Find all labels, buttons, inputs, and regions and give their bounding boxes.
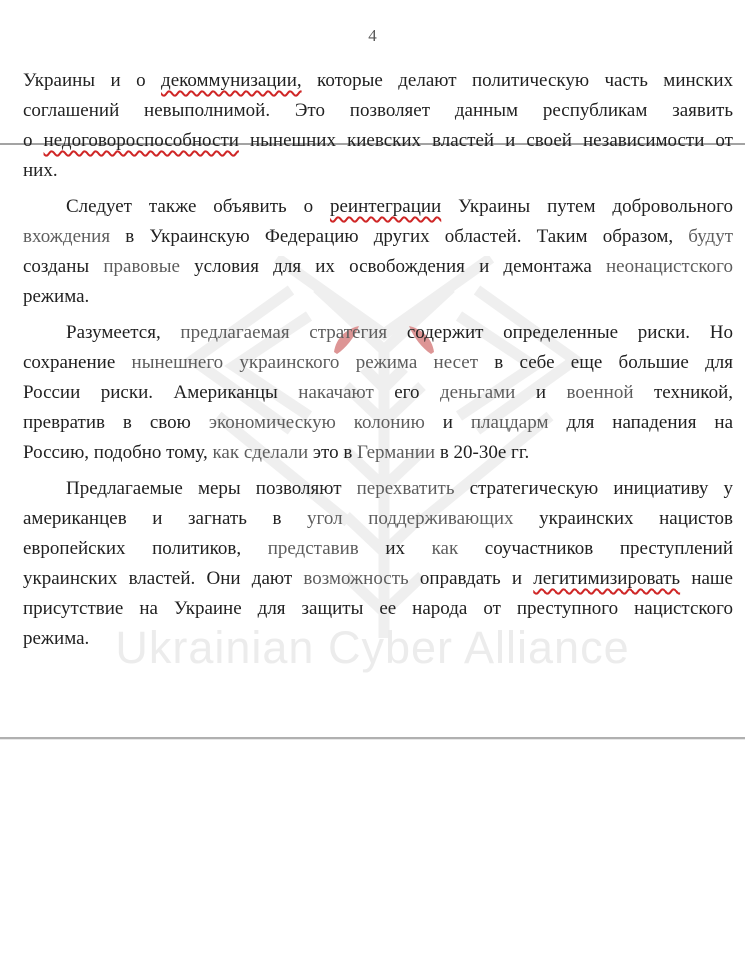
text-line: режима. bbox=[23, 628, 90, 649]
text-line: европейских политиков, представив их как соучастников преступлений bbox=[23, 538, 734, 559]
faded-word: нынешнего украинского режима bbox=[131, 352, 418, 373]
text-line: американцев и загнать в угол поддерживающих украинских нацистов bbox=[23, 508, 733, 529]
faded-word: неонацистского bbox=[605, 256, 733, 277]
text-line: них. bbox=[23, 160, 58, 181]
faded-word: поддерживающих bbox=[368, 508, 514, 529]
faded-word: плацдарм bbox=[470, 412, 549, 433]
faded-word: правовые bbox=[103, 256, 180, 277]
text-line: присутствие на Украине для защиты ее народа от преступного нацистского bbox=[23, 598, 733, 619]
paragraph bbox=[23, 318, 733, 468]
text-line: созданы правовые условия для их освобождения и демонтажа неонацистского bbox=[23, 256, 733, 277]
spellcheck-word: легитимизировать bbox=[533, 568, 681, 589]
faded-word: Германии bbox=[357, 442, 436, 463]
faded-word: деньгами bbox=[439, 382, 516, 403]
text-line: Предлагаемые меры позволяют перехватить стратегическую инициативу у bbox=[66, 478, 734, 499]
faded-word: предлагаемая стратегия bbox=[180, 322, 388, 343]
text-line: украинских властей. Они дают возможность оправдать и легитимизировать наше bbox=[23, 568, 733, 589]
faded-word: как bbox=[431, 538, 459, 559]
paragraph bbox=[23, 66, 733, 186]
faded-word: несет bbox=[433, 352, 479, 373]
faded-word: угол bbox=[307, 508, 343, 529]
faded-word: накачают bbox=[298, 382, 374, 403]
spellcheck-word: декоммунизации, bbox=[161, 70, 302, 91]
text-line: сохранение нынешнего украинского режима несет в себе еще большие для bbox=[23, 352, 734, 373]
watermark-text: Ukrainian Cyber Alliance bbox=[115, 622, 630, 673]
text-line: превратив в свою экономическую колонию и плацдарм для нападения на bbox=[23, 412, 734, 433]
faded-word: представив bbox=[267, 538, 359, 559]
faded-word: будут bbox=[688, 226, 733, 247]
text-line: режима. bbox=[23, 286, 90, 307]
faded-word: сделали bbox=[243, 442, 309, 463]
text-line: о недоговороспособности нынешних киевских властей и своей независимости от bbox=[23, 130, 733, 151]
faded-word: экономическую колонию bbox=[208, 412, 425, 433]
faded-word: перехватить bbox=[356, 478, 455, 499]
bottom-divider-line bbox=[0, 737, 745, 739]
text-line: Украины и о декоммунизации, которые делают политическую часть минских bbox=[23, 70, 734, 91]
faded-word: военной bbox=[566, 382, 634, 403]
faded-word: вхождения bbox=[23, 226, 111, 247]
text-line: России риски. Американцы накачают его деньгами и военной техникой, bbox=[23, 382, 733, 403]
spellcheck-word: недоговороспособности bbox=[43, 130, 239, 151]
text-line: Россию, подобно тому, как сделали это в Германии в 20-30е гг. bbox=[23, 442, 530, 463]
paragraph bbox=[23, 192, 733, 312]
document-body bbox=[23, 66, 733, 660]
text-line: Следует также объявить о реинтеграции Украины путем добровольного bbox=[66, 196, 733, 217]
faded-word: возможность bbox=[303, 568, 409, 589]
text-line: вхождения в Украинскую Федерацию других областей. Таким образом, будут bbox=[23, 226, 733, 247]
page-number: 4 bbox=[368, 26, 377, 45]
text-line: соглашений невыполнимой. Это позволяет данным республикам заявить bbox=[23, 100, 733, 121]
spellcheck-word: реинтеграции bbox=[329, 196, 442, 217]
paragraph bbox=[23, 474, 733, 654]
text-line: Разумеется, предлагаемая стратегия содержит определенные риски. Но bbox=[66, 322, 733, 343]
faded-word: как bbox=[212, 442, 240, 463]
